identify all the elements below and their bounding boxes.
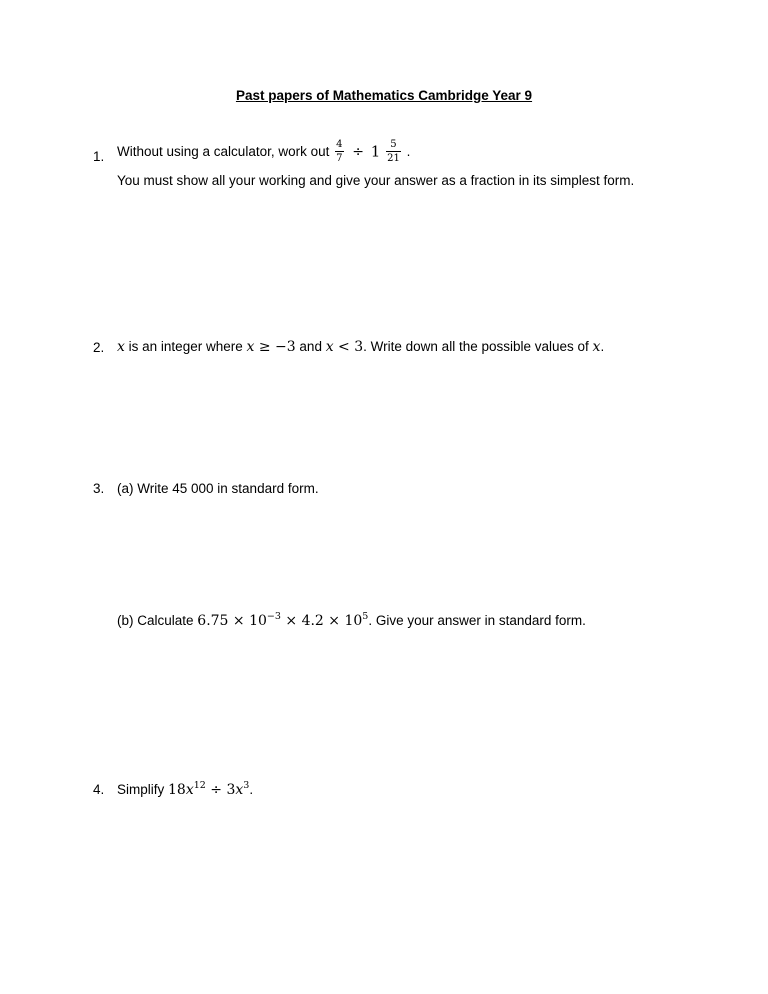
variable-x: x <box>117 339 125 355</box>
part-b-mantissa-2: × 4.2 × 10 <box>280 613 363 629</box>
part-b-mantissa-1: 6.75 × 10 <box>197 613 267 629</box>
question-2-text-4: . <box>600 339 605 354</box>
question-1-prefix: Without using a calculator, work out <box>117 144 330 159</box>
question-number: 1. <box>93 149 105 164</box>
question-1-line-1 <box>117 138 410 165</box>
question-2-text-2: and <box>295 339 326 354</box>
fraction-4-7 <box>335 138 343 165</box>
fraction-5-21 <box>386 138 401 165</box>
exponent-3: 3 <box>243 780 250 791</box>
question-number: 4. <box>93 782 105 797</box>
variable-x: x <box>185 782 194 798</box>
question-1-line-2: You must show all your working and give your answer as a fraction in its simplest form. <box>117 173 635 188</box>
divide-sign: ÷ <box>352 143 364 160</box>
question-number: 2. <box>93 340 105 355</box>
question-4-prefix: Simplify <box>117 782 169 797</box>
part-b-prefix: (b) Calculate <box>117 613 198 628</box>
part-b-exponent-2: 5 <box>362 611 369 622</box>
question-1-suffix: . <box>406 144 411 159</box>
question-2-text-1: is an integer where <box>124 339 247 354</box>
fraction-numerator: 5 <box>386 138 401 152</box>
part-b-exponent-1: −3 <box>266 611 281 622</box>
question-4-text <box>117 780 253 798</box>
variable-x: x <box>246 339 255 355</box>
coefficient-18: 18 <box>168 782 186 798</box>
question-2-text-3: . Write down all the possible values of <box>363 339 593 354</box>
exponent-12: 12 <box>193 780 206 791</box>
fraction-numerator: 4 <box>336 139 343 150</box>
page-title: Past papers of Mathematics Cambridge Year 9 <box>235 88 533 103</box>
inequality-1: ≥ −3 <box>254 339 296 355</box>
fraction-denominator: 7 <box>336 153 343 164</box>
question-3-part-b <box>117 611 586 629</box>
question-3-part-a: (a) Write 45 000 in standard form. <box>117 481 319 496</box>
question-4-suffix: . <box>249 782 254 797</box>
variable-x: x <box>235 782 244 798</box>
inequality-2: < 3 <box>333 339 364 355</box>
fraction-denominator: 21 <box>387 153 400 164</box>
part-b-suffix: . Give your answer in standard form. <box>368 613 586 628</box>
mixed-number-whole: 1 <box>370 142 381 161</box>
variable-x: x <box>325 339 334 355</box>
divide-3: ÷ 3 <box>205 782 236 798</box>
question-number: 3. <box>93 481 105 496</box>
question-2-text <box>117 339 604 355</box>
variable-x: x <box>592 339 601 355</box>
